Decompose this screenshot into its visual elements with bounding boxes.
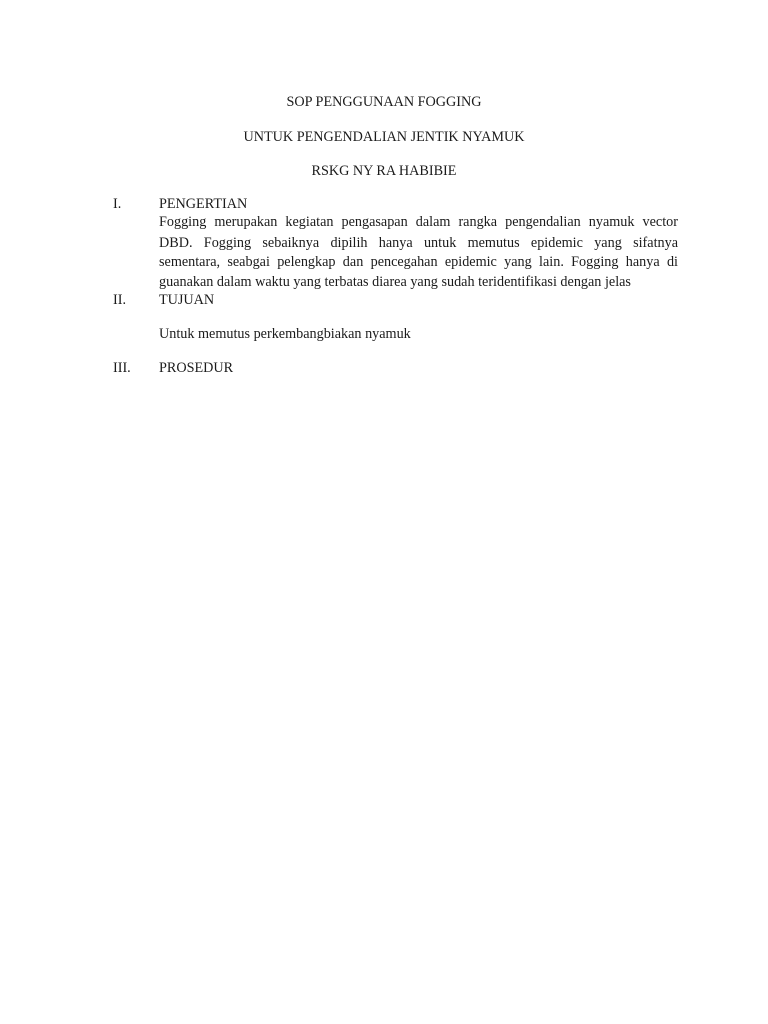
document-title: SOP PENGGUNAAN FOGGING [286, 94, 482, 110]
paragraph-line: sementara, seabgai pelengkap dan pencegahan epidemic yang lain. Fogging hanya di [159, 254, 678, 270]
section-heading: TUJUAN [159, 292, 215, 308]
paragraph-line: Fogging merupakan kegiatan pengasapan dalam rangka pengendalian nyamuk vector [159, 214, 678, 230]
document-institution: RSKG NY RA HABIBIE [311, 163, 457, 179]
paragraph-line: guanakan dalam waktu yang terbatas diarea yang sudah teridentifikasi dengan jelas [159, 274, 631, 290]
paragraph-line: DBD. Fogging sebaiknya dipilih hanya untuk memutus epidemic yang sifatnya [159, 235, 678, 251]
document-subtitle: UNTUK PENGENDALIAN JENTIK NYAMUK [243, 129, 525, 145]
paragraph-line: Untuk memutus perkembangbiakan nyamuk [159, 326, 411, 342]
section-heading: PROSEDUR [159, 360, 234, 376]
section-number: I. [113, 196, 122, 212]
section-heading: PENGERTIAN [159, 196, 248, 212]
section-number: III. [113, 360, 131, 376]
section-number: II. [113, 292, 126, 308]
